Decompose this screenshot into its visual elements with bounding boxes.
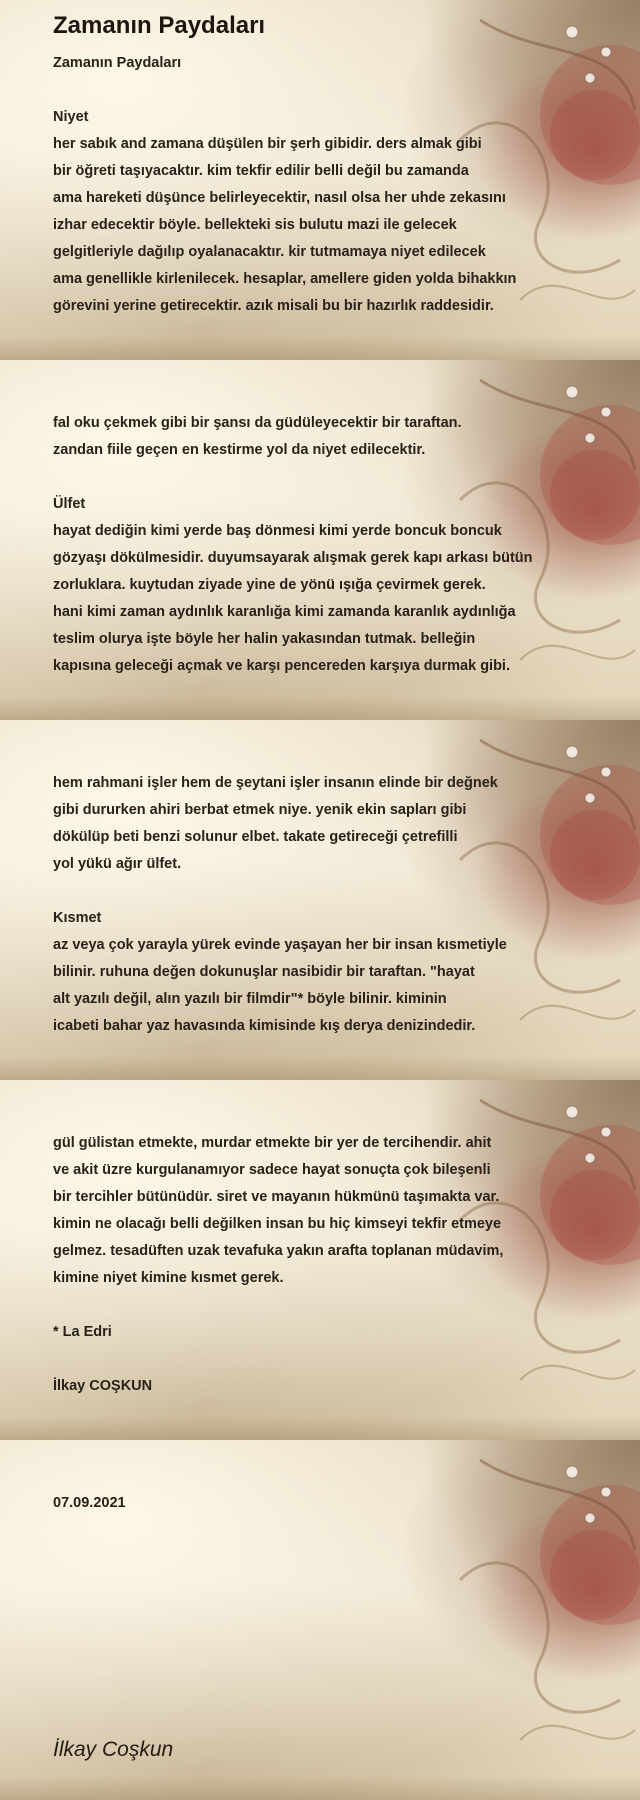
page-title: Zamanın Paydaları [53,12,266,39]
author-signature: İlkay Coşkun [53,1738,174,1761]
poem-text-3: hem rahmani işler hem de şeytani işler insanın elinde bir değnek gibi dururken ahiri berbat etmek niye. yenik ekin sapları gibi dökülüp beti benzi solunur elbet. takate getireceği çetrefilli yol yükü ağır ülfet. Kısmet az veya çok yarayla yürek evinde yaşayan her bir insan kısmetiyle bilinir. ruhuna değen dokunuşlar nasibidir bir taraftan. "hayat alt yazılı değil, alın yazılı bir filmdir"* böyle bilinir. kiminin icabeti bahar yaz havasında kimisinde kış derya denizindedir. [53,775,507,1034]
poem-text-1: Zamanın Paydaları Niyet her sabık and zamana düşülen bir şerh gibidir. ders almak gibi bir öğreti taşıyacaktır. kim tekfir edilir belli değil bu zamanda ama hareketi düşünce belirleyecektir, nasıl olsa her uhde zekasını izhar edecektir böyle. bellekteki sis bulutu mazi ile gelecek gelgitleriyle dağılıp oyalanacaktır. kir tutmamaya niyet edilecek ama genellikle kirlenilecek. hesaplar, amellere giden yolda bihakkın görevini yerine getirecektir. azık misali bu bir hazırlık raddesidir. [53,55,517,314]
poem-text-2: fal oku çekmek gibi bir şansı da güdüleyecektir bir taraftan. zandan fiile geçen en kestirme yol da niyet edilecektir. Ülfet hayat dediğin kimi yerde baş dönmesi kimi yerde boncuk boncuk gözyaşı dökülmesidir. duyumsayarak alışmak gerek kapı arkası bütün zorluklara. kuytudan ziyade yine de yönü ışığa çevirmek gerek. hani kimi zaman aydınlık karanlığa kimi zamanda karanlık aydınlığa teslim olurya işte böyle her halin yakasından tutmak. belleğin kapısına geleceği açmak ve karşı pencereden karşıya durmak gibi. [53,415,533,674]
poem-text-4: gül gülistan etmekte, murdar etmekte bir yer de tercihendir. ahit ve akit üzre kurgulanamıyor sadece hayat sonuçta çok bileşenli bir tercihler bütünüdür. siret ve mayanın hükmünü taşımakta var. kimin ne olacağı belli değilken insan bu hiç kimseyi tekfir etmeye gelmez. tesadüften uzak tevafuka yakın arafta toplanan müdavim, kimine niyet kimine kısmet gerek. * La Edri İlkay COŞKUN [53,1135,504,1394]
poem-date: 07.09.2021 [53,1495,126,1511]
poem-panel-4 [0,1080,640,1440]
poem-panel-5 [0,1440,640,1800]
poem-panel-2 [0,360,640,720]
poem-panel-3 [0,720,640,1080]
poem-panel-1 [0,0,640,360]
